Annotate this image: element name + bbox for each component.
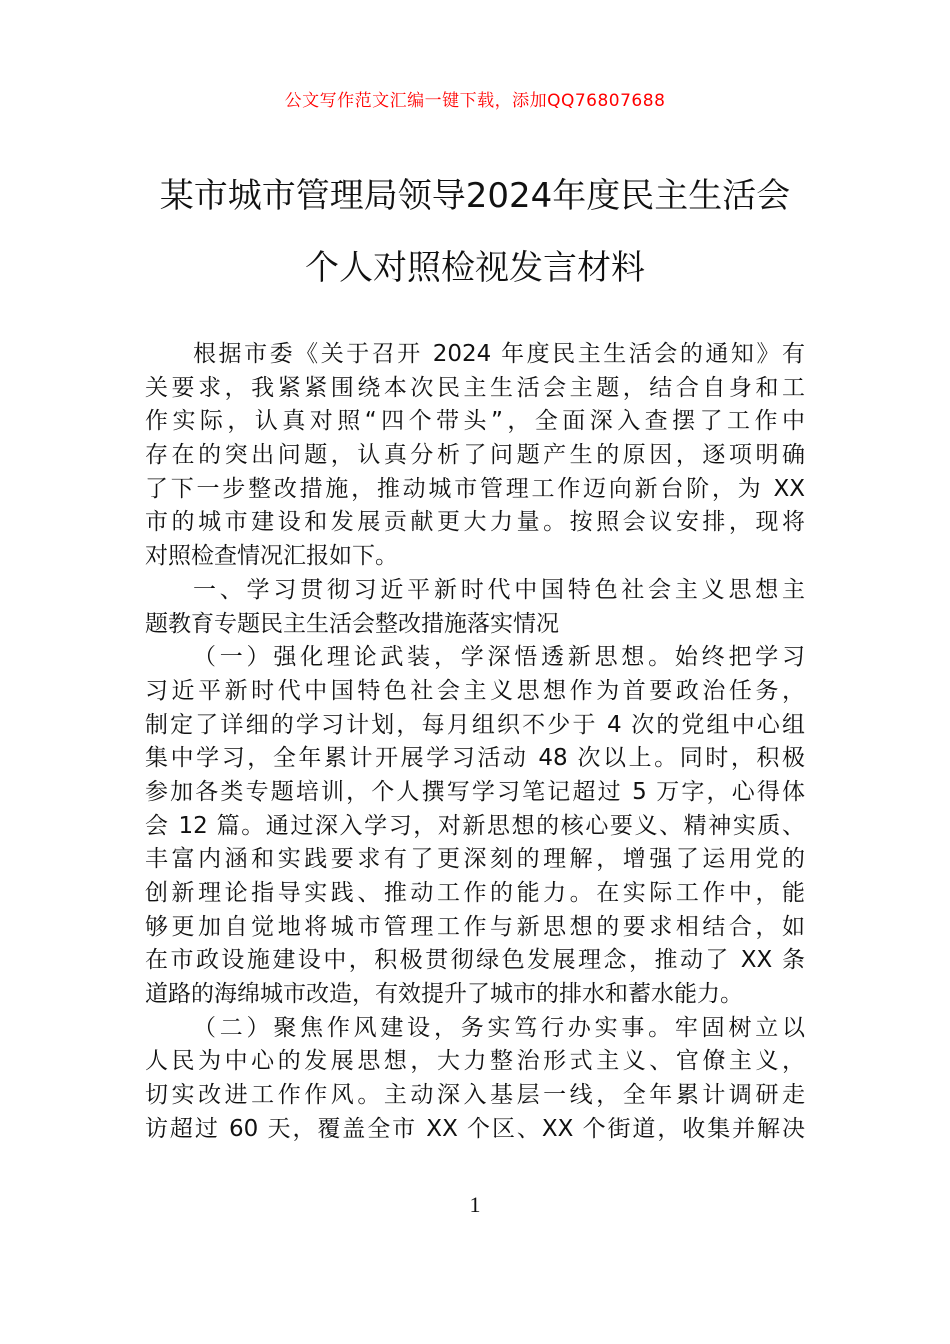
body-line: 够更加自觉地将城市管理工作与新思想的要求相结合，如: [145, 913, 805, 940]
body-line: 创新理论指导实践、推动工作的能力。在实际工作中，能: [145, 880, 805, 906]
body-line: 在市政设施建设中，积极贯彻绿色发展理念，推动了 XX 条: [145, 947, 805, 974]
body-line: 了下一步整改措施，推动城市管理工作迈向新台阶，为 XX: [145, 475, 805, 502]
document-title-line-1: 某市城市管理局领导2024年度民主生活会: [159, 176, 791, 216]
document-title-line-2: 个人对照检视发言材料: [305, 248, 645, 288]
body-line: 关要求，我紧紧围绕本次民主生活会主题，结合自身和工: [145, 374, 805, 401]
body-line: 丰富内涵和实践要求有了更深刻的理解，增强了运用党的: [145, 846, 805, 873]
section-heading-line: 一、学习贯彻习近平新时代中国特色社会主义思想主: [193, 576, 805, 603]
body-line: 作实际，认真对照“四个带头”，全面深入查摆了工作中: [145, 408, 805, 435]
body-line: 切实改进工作作风。主动深入基层一线，全年累计调研走: [145, 1082, 805, 1109]
body-line: 参加各类专题培训，个人撰写学习笔记超过 5 万字，心得体: [145, 778, 805, 805]
body-line: 集中学习，全年累计开展学习活动 48 次以上。同时，积极: [145, 745, 805, 772]
body-line: 会 12 篇。通过深入学习，对新思想的核心要义、精神实质、: [145, 812, 805, 839]
document-body: [145, 338, 805, 1147]
section-heading-line: 题教育专题民主生活会整改措施落实情况: [145, 610, 559, 637]
body-line: 对照检查情况汇报如下。: [145, 543, 398, 570]
body-line: 访超过 60 天，覆盖全市 XX 个区、XX 个街道，收集并解决: [145, 1115, 805, 1142]
body-line: 习近平新时代中国特色社会主义思想作为首要政治任务，: [145, 677, 805, 704]
body-line: 存在的突出问题，认真分析了问题产生的原因，逐项明确: [145, 442, 805, 469]
body-line: 道路的海绵城市改造，有效提升了城市的排水和蓄水能力。: [145, 981, 743, 1008]
body-line: 人民为中心的发展思想，大力整治形式主义、官僚主义，: [145, 1048, 805, 1075]
body-line: 制定了详细的学习计划，每月组织不少于 4 次的党组中心组: [145, 711, 805, 738]
body-line: 市的城市建设和发展贡献更大力量。按照会议安排，现将: [145, 509, 805, 536]
body-line: （二）聚焦作风建设，务实笃行办实事。牢固树立以: [193, 1014, 805, 1041]
header-promo-text[interactable]: 公文写作范文汇编一键下载，添加QQ76807688: [284, 91, 666, 111]
body-line: 根据市委《关于召开 2024 年度民主生活会的通知》有: [193, 341, 805, 367]
body-line: （一）强化理论武装，学深悟透新思想。始终把学习: [193, 644, 805, 671]
page-number: 1: [469, 1192, 481, 1217]
